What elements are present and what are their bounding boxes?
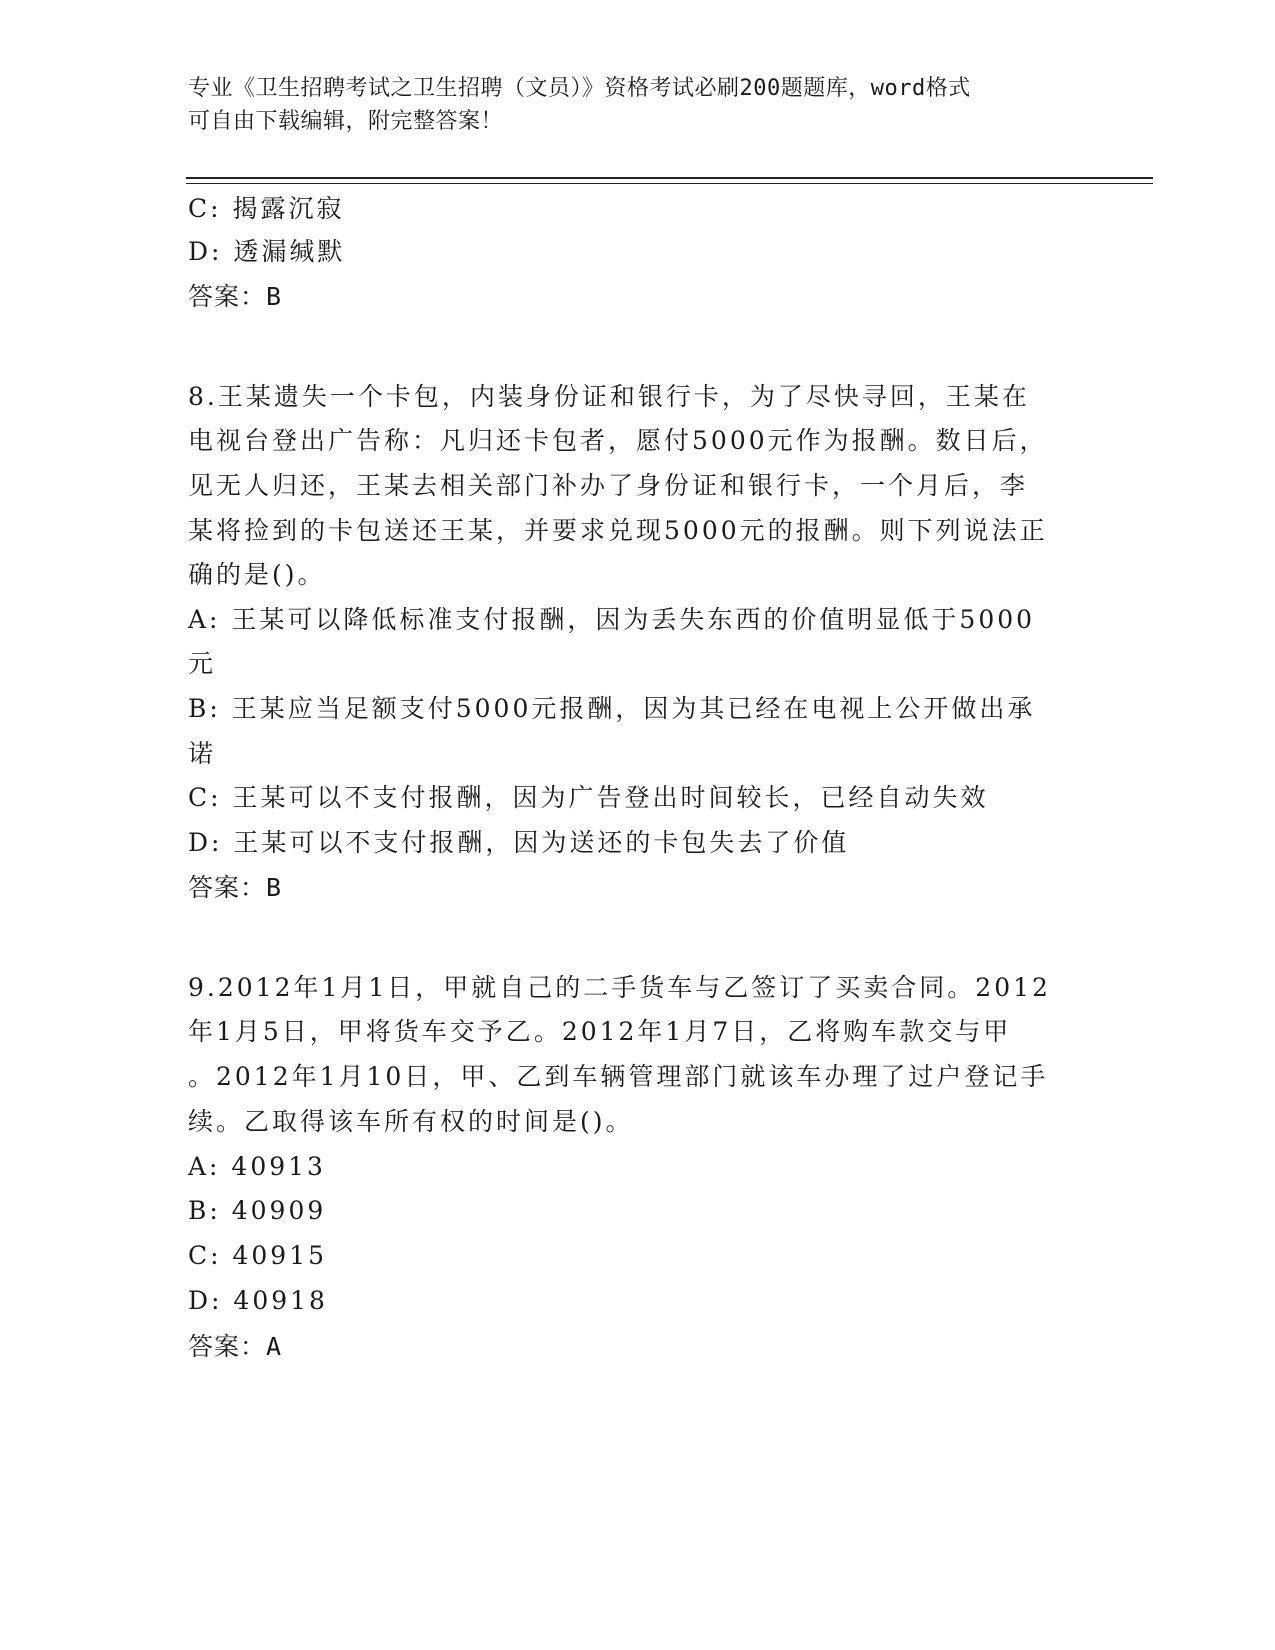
- q7-option-c: C: 揭露沉寂: [188, 194, 345, 223]
- header-line-1: 专业《卫生招聘考试之卫生招聘（文员）》资格考试必刷200题题库，word格式: [188, 76, 971, 101]
- q8-stem-line-5: 确的是()。: [188, 560, 326, 589]
- header-divider-thin: [186, 183, 1153, 184]
- q8-stem-line-4: 某将捡到的卡包送还王某，并要求兑现5000元的报酬。则下列说法正: [188, 516, 1048, 545]
- q8-stem-line-3: 见无人归还，王某去相关部门补办了身份证和银行卡，一个月后，李: [188, 471, 1029, 500]
- q9-option-c: C: 40915: [188, 1241, 328, 1270]
- q9-option-a: A: 40913: [188, 1152, 326, 1181]
- q8-option-b-line-2: 诺: [188, 739, 217, 768]
- q8-option-a-line-2: 元: [188, 649, 217, 678]
- q9-stem-line-1: 9.2012年1月1日，甲就自己的二手货车与乙签订了买卖合同。2012: [188, 973, 1051, 1002]
- q9-stem-line-2: 年1月5日，甲将货车交予乙。2012年1月7日，乙将购车款交与甲: [188, 1017, 1012, 1046]
- q9-option-b: B: 40909: [188, 1196, 327, 1225]
- q8-option-d: D: 王某可以不支付报酬，因为送还的卡包失去了价值: [188, 828, 850, 857]
- q7-answer: 答案：B: [188, 282, 283, 311]
- q8-stem-line-2: 电视台登出广告称：凡归还卡包者，愿付5000元作为报酬。数日后，: [188, 426, 1048, 455]
- q7-option-d: D: 透漏缄默: [188, 237, 346, 266]
- q8-option-a-line-1: A: 王某可以降低标准支付报酬，因为丢失东西的价值明显低于5000: [188, 605, 1036, 634]
- q9-stem-line-3: 。2012年1月10日，甲、乙到车辆管理部门就该车办理了过户登记手: [188, 1062, 1049, 1091]
- q8-option-c: C: 王某可以不支付报酬，因为广告登出时间较长，已经自动失效: [188, 783, 989, 812]
- q9-answer: 答案：A: [188, 1332, 283, 1361]
- q9-option-d: D: 40918: [188, 1286, 328, 1315]
- q8-stem-line-1: 8.王某遗失一个卡包，内装身份证和银行卡，为了尽快寻回，王某在: [188, 382, 1030, 411]
- document-header: [188, 72, 1088, 138]
- q9-stem-line-4: 续。乙取得该车所有权的时间是()。: [188, 1107, 634, 1136]
- q8-option-b-line-1: B: 王某应当足额支付5000元报酬，因为其已经在电视上公开做出承: [188, 694, 1036, 723]
- q8-answer: 答案：B: [188, 873, 283, 902]
- header-line-2: 可自由下载编辑，附完整答案！: [188, 109, 504, 134]
- header-divider-thick: [186, 177, 1153, 179]
